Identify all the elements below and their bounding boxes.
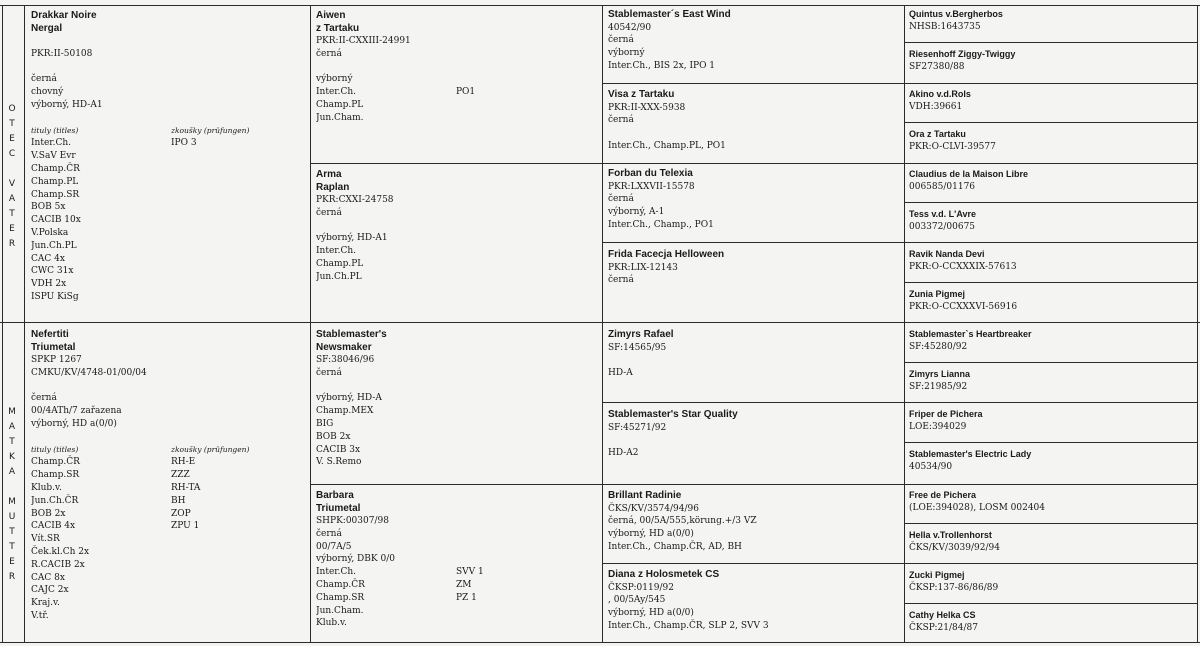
gen4-reg: 40534/90 — [909, 461, 953, 472]
gen3-line: 40542/90 — [608, 22, 652, 33]
gen3-name: Stablemaster´s East Wind — [608, 9, 731, 20]
divider-gen4-5 — [904, 362, 1197, 363]
newsmaker-reg: SF:38046/96 — [316, 355, 375, 365]
gen3-name: Frida Facecja Helloween — [608, 249, 725, 260]
gen3-cell — [608, 168, 900, 232]
dam-exam: ZPU 1 — [171, 521, 200, 532]
gen4-cell — [909, 88, 1193, 113]
aiwen-color: černá — [316, 48, 342, 59]
dam-title: CAJC 2x — [31, 585, 69, 596]
barbara-title: Champ.ČR — [316, 579, 365, 590]
border-top — [0, 5, 1200, 6]
gen4-reg: 006585/01176 — [909, 181, 976, 192]
arma-title: Inter.Ch. — [316, 246, 357, 257]
gen3-line: černá, 00/5A/555,körung.+/3 VZ — [608, 516, 757, 527]
gen4-name: Ora z Tartaku — [909, 129, 966, 139]
dam-exam: RH-TA — [171, 482, 201, 493]
aiwen-title: Champ.PL — [316, 99, 364, 110]
divider-gen4-7 — [904, 523, 1197, 524]
gen4-name: Tess v.d. L'Avre — [909, 209, 976, 219]
sire-reg: PKR:II-50108 — [31, 48, 93, 59]
border-right — [1197, 5, 1198, 642]
gen4-reg: PKR:O-CLVI-39577 — [909, 141, 996, 152]
sire-color: černá — [31, 74, 57, 85]
gen4-cell — [909, 328, 1193, 353]
dam-name-line1: Nefertiti — [31, 329, 69, 340]
sire-title: CWC 31x — [31, 266, 74, 277]
gen4-name: Free de Pichera — [909, 490, 977, 500]
gen4-name: Cathy Helka CS — [909, 610, 976, 620]
gen3-cell — [608, 569, 900, 633]
gen3-name: Brillant Radinie — [608, 490, 682, 501]
gen4-name: Zimyrs Lianna — [909, 369, 971, 379]
gen3-line: Inter.Ch., Champ., PO1 — [608, 219, 714, 230]
dam-side-label: M A T K A M U T T E R — [8, 407, 16, 582]
gen4-cell — [909, 489, 1193, 514]
divider-gen4-4 — [904, 282, 1197, 283]
sire-rating: výborný, HD-A1 — [31, 99, 103, 110]
newsmaker-name-line2: Newsmaker — [316, 341, 372, 353]
arma-color: černá — [316, 207, 342, 218]
gen4-name: Riesenhoff Ziggy-Twiggy — [909, 49, 1016, 59]
divider-gen2-top — [310, 163, 1197, 164]
gen3-line: černá — [608, 115, 634, 126]
gen4-cell — [909, 128, 1193, 153]
sire-title: Champ.SR — [31, 189, 80, 200]
divider-gen3-2 — [602, 242, 1197, 243]
barbara-name-line2: Triumetal — [316, 502, 361, 514]
gen3-cell — [608, 329, 900, 380]
dam-color: černá — [31, 393, 57, 404]
dam-titles-head: tituly (titles) — [31, 444, 79, 454]
dam-title: Champ.ČR — [31, 457, 80, 468]
gen4-name: Friper de Pichera — [909, 409, 983, 419]
gen3-line: PKR:LIX-12143 — [608, 262, 678, 273]
barbara-title: Inter.Ch. — [316, 567, 357, 578]
sire-cell — [31, 10, 306, 304]
gen3-line: černá — [608, 275, 634, 286]
gen4-name: Quintus v.Bergherbos — [909, 9, 1003, 19]
gen4-cell — [909, 448, 1193, 473]
gen4-reg: PKR:O-CCXXXVI-56916 — [909, 301, 1018, 312]
gen2-arma-cell — [316, 169, 598, 284]
dam-exam: RH-E — [171, 457, 196, 468]
gen3-line: ČKSP:0119/92 — [608, 582, 674, 593]
gen4-name: Hella v.Trollenhorst — [909, 530, 992, 540]
arma-title: Jun.Ch.PL — [316, 271, 362, 282]
dam-title: Champ.SR — [31, 470, 80, 481]
sire-title: ISPU KiSg — [31, 291, 79, 302]
barbara-reg: SHPK:00307/98 — [316, 516, 389, 526]
sire-name-line1: Drakkar Noire — [31, 10, 97, 21]
aiwen-title: Jun.Cham. — [316, 112, 364, 123]
sire-title: V.SaV Evr — [31, 151, 76, 162]
barbara-color: černá — [316, 528, 342, 539]
sire-title: Inter.Ch. — [31, 138, 72, 149]
gen4-reg: ČKSP:21/84/87 — [909, 622, 978, 633]
barbara-title: Klub.v. — [316, 618, 347, 629]
sire-title: CAC 4x — [31, 253, 65, 264]
gen4-name: Claudius de la Maison Libre — [909, 169, 1029, 179]
gen4-name: Akino v.d.Rols — [909, 89, 971, 99]
newsmaker-line: BOB 2x — [316, 431, 351, 442]
sire-breeding: chovný — [31, 87, 64, 98]
dam-cell — [31, 329, 306, 623]
arma-reg: PKR:CXXI-24758 — [316, 195, 394, 205]
sire-titles-head: tituly (titles) — [31, 125, 79, 135]
gen4-reg: ČKS/KV/3039/92/94 — [909, 542, 1000, 553]
divider-gen2-bottom — [310, 484, 1197, 485]
gen3-line: výborný — [608, 48, 645, 59]
gen4-cell — [909, 368, 1193, 393]
sire-title: Champ.ČR — [31, 163, 80, 174]
divider-gen4-6 — [904, 442, 1197, 443]
barbara-title: Jun.Cham. — [316, 605, 364, 616]
gen2-newsmaker-cell — [316, 329, 598, 469]
border-bottom — [0, 642, 1200, 643]
gen3-line: HD-A2 — [608, 448, 639, 459]
gen3-cell — [608, 89, 900, 153]
newsmaker-line: Champ.MEX — [316, 406, 374, 417]
barbara-title: Champ.SR — [316, 592, 365, 603]
gen3-line: černá — [608, 35, 634, 46]
gen3-cell — [608, 409, 900, 460]
dam-title: Kraj.v. — [31, 598, 60, 609]
dam-reg2: CMKU/KV/4748-01/00/04 — [31, 367, 147, 378]
gen3-line: PKR:II-XXX-5938 — [608, 102, 686, 113]
dam-title: BOB 2x — [31, 508, 66, 519]
divider-gen3-1 — [602, 83, 1197, 84]
sire-side-label: O T E C V A T E R — [8, 104, 16, 249]
dam-title: Jun.Ch.ČR — [31, 495, 79, 506]
divider-sire-dam — [0, 322, 1200, 323]
aiwen-title: Inter.Ch. — [316, 87, 357, 98]
gen3-cell — [608, 249, 900, 287]
sire-title: BOB 5x — [31, 202, 66, 213]
gen3-line: Inter.Ch., Champ.PL, PO1 — [608, 140, 726, 151]
gen3-name: Visa z Tartaku — [608, 89, 675, 100]
dam-title: Vít.SR — [31, 534, 60, 545]
dam-breeding: 00/4ATh/7 zařazena — [31, 406, 122, 417]
newsmaker-name-line1: Stablemaster's — [316, 329, 387, 340]
newsmaker-color: černá — [316, 367, 342, 378]
gen3-line: Inter.Ch., BIS 2x, IPO 1 — [608, 60, 716, 71]
divider-gen3-4 — [602, 563, 1197, 564]
newsmaker-line: V. S.Remo — [316, 457, 362, 468]
gen3-line: PKR:LXXVII-15578 — [608, 181, 695, 192]
divider-gen4-2 — [904, 122, 1197, 123]
gen4-cell — [909, 609, 1193, 634]
divider-col4 — [904, 5, 905, 642]
barbara-breeding: 00/7A/5 — [316, 541, 352, 552]
gen4-cell — [909, 168, 1193, 193]
gen3-line: Inter.Ch., Champ.ČR, AD, BH — [608, 541, 742, 552]
gen4-reg: SF:21985/92 — [909, 381, 968, 392]
aiwen-name-line1: Aiwen — [316, 10, 346, 21]
divider-gen4-3 — [904, 202, 1197, 203]
gen4-cell — [909, 248, 1193, 273]
aiwen-exam: PO1 — [456, 87, 476, 98]
arma-rating: výborný, HD-A1 — [316, 233, 388, 244]
dam-exam: BH — [171, 495, 186, 506]
gen3-line: výborný, HD a(0/0) — [608, 608, 694, 619]
gen4-reg: NHSB:1643735 — [909, 21, 981, 32]
gen4-name: Zunia Pigmej — [909, 289, 966, 299]
gen3-line: výborný, A-1 — [608, 207, 665, 218]
barbara-name-line1: Barbara — [316, 490, 354, 501]
gen3-name: Forban du Telexia — [608, 168, 693, 179]
dam-exam: ZOP — [171, 508, 191, 519]
gen4-cell — [909, 408, 1193, 433]
gen3-line: výborný, HD a(0/0) — [608, 529, 694, 540]
gen4-reg: ČKSP:137-86/86/89 — [909, 582, 999, 593]
divider-col2 — [310, 5, 311, 642]
dam-title: V.tř. — [31, 610, 49, 621]
divider-gen3-3 — [602, 402, 1197, 403]
barbara-rating: výborný, DBK 0/0 — [316, 554, 395, 565]
gen4-reg: LOE:394029 — [909, 421, 967, 432]
sire-title: VDH 2x — [31, 279, 67, 290]
dam-rating: výborný, HD a(0/0) — [31, 418, 117, 429]
aiwen-name-line2: z Tartaku — [316, 22, 360, 34]
gen3-line: ČKS/KV/3574/94/96 — [608, 503, 699, 514]
gen4-cell — [909, 288, 1193, 313]
barbara-exam: ZM — [456, 579, 472, 590]
barbara-exam: PZ 1 — [456, 592, 477, 603]
divider-gen4-8 — [904, 603, 1197, 604]
aiwen-reg: PKR:II-CXXIII-24991 — [316, 36, 411, 46]
arma-name-line1: Arma — [316, 169, 342, 180]
gen3-line: černá — [608, 194, 634, 205]
sire-exam: IPO 3 — [171, 138, 197, 149]
dam-title: CACIB 4x — [31, 521, 76, 532]
gen4-reg: (LOE:394028), LOSM 002404 — [909, 502, 1046, 513]
divider-col3 — [602, 5, 603, 642]
dam-exams-head: zkoušky (prüfungen) — [171, 444, 250, 454]
gen3-line: , 00/5Ay/545 — [608, 595, 666, 606]
dam-title: Klub.v. — [31, 482, 62, 493]
gen3-cell — [608, 9, 900, 73]
gen4-cell — [909, 8, 1193, 33]
sire-title: CACIB 10x — [31, 215, 81, 226]
gen2-barbara-cell — [316, 490, 598, 630]
gen3-line: SF:45271/92 — [608, 422, 667, 433]
sire-title: V.Polska — [31, 227, 69, 238]
gen4-name: Ravik Nanda Devi — [909, 249, 985, 259]
divider-gen4-1 — [904, 42, 1197, 43]
gen3-line: HD-A — [608, 368, 633, 379]
sire-title: Champ.PL — [31, 176, 79, 187]
gen3-name: Stablemaster's Star Quality — [608, 409, 738, 420]
dam-title: R.CACIB 2x — [31, 559, 85, 570]
sire-exams-head: zkoušky (prüfungen) — [171, 125, 250, 135]
aiwen-rating: výborný — [316, 74, 353, 85]
gen4-reg: PKR:O-CCXXXIX-57613 — [909, 261, 1017, 272]
gen4-name: Zucki Pigmej — [909, 570, 965, 580]
barbara-exam: SVV 1 — [456, 567, 484, 578]
dam-reg1: SPKP 1267 — [31, 355, 82, 365]
sire-name-line2: Nergal — [31, 22, 63, 34]
newsmaker-line: CACIB 3x — [316, 444, 361, 455]
dam-title: Ček.kl.Ch 2x — [31, 546, 90, 557]
newsmaker-line: výborný, HD-A — [316, 393, 382, 404]
gen2-aiwen-cell — [316, 10, 598, 125]
gen4-reg: VDH:39661 — [909, 101, 963, 112]
gen3-name: Diana z Holosmetek CS — [608, 569, 720, 580]
sire-title: Jun.Ch.PL — [31, 240, 77, 251]
dam-title: CAC 8x — [31, 572, 65, 583]
gen4-reg: SF27380/88 — [909, 61, 965, 72]
divider-side — [24, 5, 25, 642]
gen4-reg: SF:45280/92 — [909, 341, 968, 352]
gen4-cell — [909, 48, 1193, 73]
gen4-name: Stablemaster`s Heartbreaker — [909, 329, 1032, 339]
arma-name-line2: Raplan — [316, 181, 350, 193]
gen4-cell — [909, 208, 1193, 233]
gen4-name: Stablemaster's Electric Lady — [909, 449, 1032, 459]
gen4-reg: 003372/00675 — [909, 221, 976, 232]
dam-exam: ZZZ — [171, 470, 190, 481]
gen4-cell — [909, 529, 1193, 554]
dam-name-line2: Triumetal — [31, 341, 76, 353]
gen3-name: Zimyrs Rafael — [608, 329, 674, 340]
arma-title: Champ.PL — [316, 258, 364, 269]
newsmaker-line: BIG — [316, 418, 334, 429]
gen4-cell — [909, 569, 1193, 594]
gen3-line: Inter.Ch., Champ.ČR, SLP 2, SVV 3 — [608, 620, 769, 631]
gen3-cell — [608, 490, 900, 554]
gen3-line: SF:14565/95 — [608, 342, 667, 353]
